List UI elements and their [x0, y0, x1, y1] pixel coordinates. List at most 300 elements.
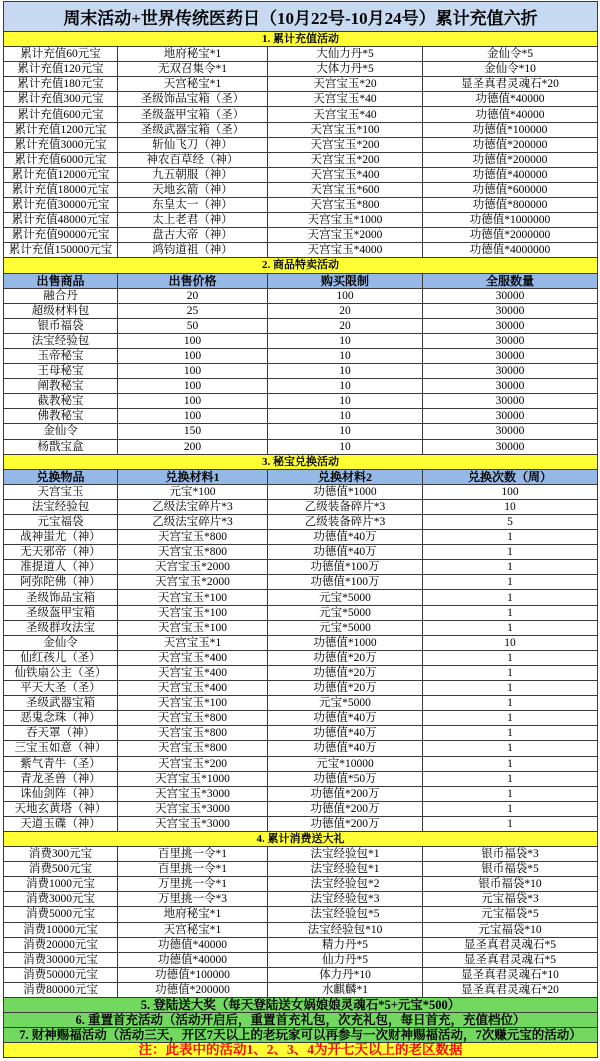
table-cell: 功德值*200000 — [423, 138, 598, 153]
table-cell: 法宝经验包*1 — [268, 862, 423, 877]
table-cell: 消费80000元宝 — [4, 983, 118, 998]
table-row — [4, 892, 598, 907]
table-cell: 30000 — [423, 349, 598, 364]
table-cell: 显圣真君灵魂石*5 — [423, 953, 598, 968]
table-cell: 1 — [423, 575, 598, 590]
table-cell: 元宝*5000 — [268, 621, 423, 636]
table-cell: 1 — [423, 545, 598, 560]
note-row — [4, 1043, 598, 1058]
table-cell: 天宫宝玉*3000 — [118, 817, 268, 832]
table-row — [4, 440, 598, 455]
table-cell: 仙力丹*5 — [268, 953, 423, 968]
table-cell: 青龙圣兽（神） — [4, 772, 118, 787]
table-row — [4, 500, 598, 515]
table-cell: 功德值*40万 — [268, 741, 423, 756]
table-cell: 地府秘宝*1 — [118, 47, 268, 62]
table-cell: 消费5000元宝 — [4, 907, 118, 922]
table-cell: 法宝经验包 — [4, 500, 118, 515]
table-cell: 斩仙飞刀（神） — [118, 138, 268, 153]
table-cell: 法宝经验包 — [4, 334, 118, 349]
table-cell: 元宝福袋 — [4, 515, 118, 530]
table-cell: 30000 — [423, 394, 598, 409]
table-cell: 万里挑一令*3 — [118, 892, 268, 907]
table-cell: 圣级盔甲宝箱 — [4, 606, 118, 621]
table-cell: 功德值*40万 — [268, 711, 423, 726]
table-cell: 天宫宝玉*400 — [118, 681, 268, 696]
table-cell: 功德值*100万 — [268, 575, 423, 590]
table-cell: 10 — [268, 364, 423, 379]
table-row — [4, 515, 598, 530]
table-cell: 天宫秘宝*1 — [118, 77, 268, 92]
table-cell: 200 — [118, 440, 268, 455]
table-row — [4, 198, 598, 213]
table-cell: 平天大圣（圣） — [4, 681, 118, 696]
table-cell: 天宫宝玉*2000 — [118, 560, 268, 575]
table-cell: 功德值*40000 — [423, 107, 598, 122]
table-cell: 圣级群攻法宝 — [4, 621, 118, 636]
table-cell: 累计充值150000元宝 — [4, 243, 118, 258]
table-cell: 天宫宝玉*200 — [268, 153, 423, 168]
note-text: 注：此表中的活动1、2、3、4为开七天以上的老区数据 — [4, 1043, 598, 1058]
table-cell: 1 — [423, 621, 598, 636]
table-cell: 东皇太一（神） — [118, 198, 268, 213]
table-cell: 天宫宝玉*40 — [268, 107, 423, 122]
table-cell: 功德值*1000 — [268, 485, 423, 500]
table-cell: 天宫宝玉 — [4, 485, 118, 500]
table-cell: 鸿钧道祖（神） — [118, 243, 268, 258]
table-row — [4, 183, 598, 198]
table-cell: 银币福袋*3 — [423, 847, 598, 862]
table-cell: 天宫宝玉*100 — [118, 696, 268, 711]
table-row — [4, 983, 598, 998]
table-cell: 乙级法宝碎片*3 — [118, 500, 268, 515]
table-cell: 诛仙剑阵（神） — [4, 787, 118, 802]
column-header-row — [4, 470, 598, 485]
table-row — [4, 153, 598, 168]
table-cell: 天宫宝玉*800 — [118, 711, 268, 726]
table-row — [4, 968, 598, 983]
table-cell: 1 — [423, 560, 598, 575]
table-row — [4, 243, 598, 258]
table-cell: 功德值*40万 — [268, 530, 423, 545]
table-cell: 王母秘宝 — [4, 364, 118, 379]
table-cell: 功德值*40000 — [118, 938, 268, 953]
table-cell: 紫气青牛（圣） — [4, 757, 118, 772]
table-cell: 融合丹 — [4, 289, 118, 304]
table-cell: 银币福袋 — [4, 319, 118, 334]
table-row — [4, 636, 598, 651]
table-row — [4, 817, 598, 832]
table-row — [4, 364, 598, 379]
table-cell: 1 — [423, 530, 598, 545]
table-cell: 截教秘宝 — [4, 394, 118, 409]
table-row — [4, 530, 598, 545]
table-row — [4, 938, 598, 953]
table-cell: 30000 — [423, 424, 598, 439]
table-cell: 天宫宝玉*200 — [118, 757, 268, 772]
table-cell: 神农百草经（神） — [118, 153, 268, 168]
column-header-cell: 兑换次数（周） — [423, 470, 598, 485]
table-cell: 仙红孩儿（圣） — [4, 651, 118, 666]
table-row — [4, 319, 598, 334]
column-header-cell: 购买限制 — [268, 274, 423, 289]
banner-row-7 — [4, 1028, 598, 1043]
section-heading: 3. 秘宝兑换活动 — [4, 455, 598, 470]
table-cell: 功德值*100万 — [268, 560, 423, 575]
table-cell: 天宫宝玉*1 — [118, 636, 268, 651]
table-cell: 100 — [118, 409, 268, 424]
event-table — [3, 1, 598, 1058]
table-cell: 三宝玉如意（神） — [4, 741, 118, 756]
table-row — [4, 304, 598, 319]
table-cell: 累计充值600元宝 — [4, 107, 118, 122]
table-cell: 100 — [118, 394, 268, 409]
table-cell: 乙级法宝碎片*3 — [118, 515, 268, 530]
table-cell: 25 — [118, 304, 268, 319]
table-row — [4, 726, 598, 741]
table-cell: 天宫宝玉*40 — [268, 92, 423, 107]
table-cell: 功德值*50万 — [268, 772, 423, 787]
table-row — [4, 741, 598, 756]
banner-text: 7. 财神赐福活动（活动三天，开区7天以上的老玩家可以再参与一次财神赐福活动，7次赚元宝的活动） — [4, 1028, 598, 1043]
table-cell: 30000 — [423, 379, 598, 394]
table-row — [4, 123, 598, 138]
table-cell: 1 — [423, 772, 598, 787]
table-cell: 20 — [268, 304, 423, 319]
table-cell: 天宫宝玉*400 — [118, 666, 268, 681]
table-cell: 功德值*200万 — [268, 787, 423, 802]
table-cell: 30000 — [423, 319, 598, 334]
table-cell: 1 — [423, 606, 598, 621]
table-cell: 功德值*20万 — [268, 651, 423, 666]
table-cell: 累计充值48000元宝 — [4, 213, 118, 228]
table-cell: 百里挑一令*1 — [118, 862, 268, 877]
table-cell: 功德值*200000 — [118, 983, 268, 998]
table-cell: 无双召集令*1 — [118, 62, 268, 77]
table-cell: 显圣真君灵魂石*10 — [423, 968, 598, 983]
table-cell: 天宫宝玉*400 — [118, 651, 268, 666]
table-row — [4, 47, 598, 62]
table-cell: 功德值*600000 — [423, 183, 598, 198]
table-cell: 功德值*4000000 — [423, 243, 598, 258]
table-cell: 10 — [268, 440, 423, 455]
table-cell: 功德值*800000 — [423, 198, 598, 213]
table-cell: 金仙令 — [4, 636, 118, 651]
table-cell: 功德值*40000 — [423, 92, 598, 107]
table-cell: 10 — [268, 424, 423, 439]
table-cell: 1 — [423, 787, 598, 802]
table-row — [4, 606, 598, 621]
table-cell: 战神蚩尤（神） — [4, 530, 118, 545]
table-cell: 1 — [423, 681, 598, 696]
table-body — [4, 32, 598, 1058]
section-heading: 4. 累计消费送大礼 — [4, 832, 598, 847]
table-cell: 消费1000元宝 — [4, 877, 118, 892]
table-cell: 天宫宝玉*3000 — [118, 787, 268, 802]
table-cell: 乙级装备碎片*3 — [268, 500, 423, 515]
table-cell: 盘古大帝（神） — [118, 228, 268, 243]
section-3-heading-row — [4, 455, 598, 470]
column-header-cell: 出售价格 — [118, 274, 268, 289]
table-cell: 功德值*200万 — [268, 802, 423, 817]
table-cell: 银币福袋*5 — [423, 862, 598, 877]
table-cell: 20 — [118, 289, 268, 304]
column-header-cell: 兑换材料1 — [118, 470, 268, 485]
table-cell: 累计充值90000元宝 — [4, 228, 118, 243]
table-cell: 10 — [268, 394, 423, 409]
table-cell: 累计充值1200元宝 — [4, 123, 118, 138]
table-cell: 天地玄箭（神） — [118, 183, 268, 198]
section-1-heading-row — [4, 32, 598, 47]
table-cell: 功德值*2000000 — [423, 228, 598, 243]
table-row — [4, 168, 598, 183]
table-cell: 30000 — [423, 440, 598, 455]
table-cell: 天宫宝玉*800 — [118, 726, 268, 741]
table-cell: 法宝经验包*2 — [268, 877, 423, 892]
table-cell: 累计充值12000元宝 — [4, 168, 118, 183]
table-cell: 天宫宝玉*800 — [268, 198, 423, 213]
table-cell: 玉帝秘宝 — [4, 349, 118, 364]
table-cell: 累计充值30000元宝 — [4, 198, 118, 213]
table-cell: 天宫宝玉*3000 — [118, 802, 268, 817]
table-cell: 恶鬼念珠（神） — [4, 711, 118, 726]
table-row — [4, 213, 598, 228]
table-row — [4, 847, 598, 862]
table-cell: 1 — [423, 802, 598, 817]
table-cell: 100 — [423, 485, 598, 500]
table-cell: 功德值*20万 — [268, 666, 423, 681]
table-cell: 显圣真君灵魂石*20 — [423, 77, 598, 92]
table-cell: 九五朝服（神） — [118, 168, 268, 183]
table-row — [4, 651, 598, 666]
table-cell: 功德值*40万 — [268, 545, 423, 560]
table-cell: 天宫宝玉*1000 — [118, 772, 268, 787]
table-cell: 5 — [423, 515, 598, 530]
table-cell: 消费500元宝 — [4, 862, 118, 877]
table-cell: 1 — [423, 757, 598, 772]
table-cell: 100 — [118, 349, 268, 364]
table-cell: 累计充值300元宝 — [4, 92, 118, 107]
table-cell: 功德值*100000 — [423, 123, 598, 138]
table-cell: 累计充值180元宝 — [4, 77, 118, 92]
table-cell: 消费300元宝 — [4, 847, 118, 862]
table-row — [4, 681, 598, 696]
table-cell: 超级材料包 — [4, 304, 118, 319]
table-cell: 10 — [268, 379, 423, 394]
column-header-cell: 兑换材料2 — [268, 470, 423, 485]
table-cell: 50 — [118, 319, 268, 334]
table-row — [4, 77, 598, 92]
table-cell: 消费50000元宝 — [4, 968, 118, 983]
table-cell: 天宫宝玉*100 — [118, 590, 268, 605]
table-cell: 天道玉碟（神） — [4, 817, 118, 832]
table-cell: 元宝*5000 — [268, 606, 423, 621]
table-cell: 圣级饰品宝箱（圣） — [118, 92, 268, 107]
table-cell: 10 — [423, 500, 598, 515]
table-cell: 累计充值120元宝 — [4, 62, 118, 77]
table-cell: 累计充值18000元宝 — [4, 183, 118, 198]
banner-row-5 — [4, 998, 598, 1013]
table-row — [4, 590, 598, 605]
table-cell: 功德值*400000 — [423, 168, 598, 183]
table-row — [4, 787, 598, 802]
table-cell: 圣级饰品宝箱 — [4, 590, 118, 605]
table-cell: 消费30000元宝 — [4, 953, 118, 968]
table-cell: 天宫宝玉*800 — [118, 741, 268, 756]
table-cell: 阿弥陀佛（神） — [4, 575, 118, 590]
table-cell: 佛教秘宝 — [4, 409, 118, 424]
table-cell: 天宫宝玉*800 — [118, 530, 268, 545]
table-cell: 天宫宝玉*100 — [118, 606, 268, 621]
table-cell: 天宫宝玉*4000 — [268, 243, 423, 258]
table-row — [4, 394, 598, 409]
table-row — [4, 772, 598, 787]
table-cell: 30000 — [423, 334, 598, 349]
table-cell: 100 — [118, 364, 268, 379]
table-cell: 无天邪帝（神） — [4, 545, 118, 560]
table-cell: 功德值*20万 — [268, 681, 423, 696]
table-cell: 30000 — [423, 409, 598, 424]
table-cell: 10 — [268, 349, 423, 364]
table-cell: 累计充值3000元宝 — [4, 138, 118, 153]
table-cell: 天宫宝玉*100 — [268, 123, 423, 138]
table-cell: 1 — [423, 817, 598, 832]
table-cell: 100 — [118, 334, 268, 349]
table-row — [4, 953, 598, 968]
table-cell: 天宫宝玉*2000 — [118, 575, 268, 590]
table-cell: 10 — [423, 636, 598, 651]
table-cell: 元宝福袋*5 — [423, 907, 598, 922]
table-cell: 1 — [423, 711, 598, 726]
table-row — [4, 424, 598, 439]
table-row — [4, 409, 598, 424]
table-row — [4, 802, 598, 817]
table-cell: 元宝福袋*3 — [423, 892, 598, 907]
table-row — [4, 349, 598, 364]
table-cell: 天宫宝玉*1000 — [268, 213, 423, 228]
table-row — [4, 907, 598, 922]
table-cell: 元宝*10000 — [268, 757, 423, 772]
table-row — [4, 138, 598, 153]
table-cell: 消费10000元宝 — [4, 923, 118, 938]
table-cell: 圣级武器宝箱（圣） — [118, 123, 268, 138]
table-row — [4, 575, 598, 590]
table-cell: 仙铁扇公主（圣） — [4, 666, 118, 681]
column-header-cell: 全服数量 — [423, 274, 598, 289]
table-row — [4, 334, 598, 349]
table-cell: 天宫宝玉*400 — [268, 168, 423, 183]
table-cell: 100 — [268, 289, 423, 304]
table-cell: 功德值*40万 — [268, 726, 423, 741]
table-row — [4, 923, 598, 938]
banner-text: 6. 重置首充活动（活动开启后，重置首充礼包，次充礼包，每日首充，充值档位） — [4, 1013, 598, 1028]
table-cell: 1 — [423, 651, 598, 666]
table-cell: 圣级武器宝箱 — [4, 696, 118, 711]
table-cell: 显圣真君灵魂石*20 — [423, 983, 598, 998]
table-row — [4, 877, 598, 892]
page-title: 周末活动+世界传统医药日（10月22号-10月24号）累计充值六折 — [4, 2, 598, 32]
table-cell: 杨戬宝盒 — [4, 440, 118, 455]
table-cell: 法宝经验包*1 — [268, 847, 423, 862]
table-cell: 功德值*1000000 — [423, 213, 598, 228]
table-cell: 大仙力丹*5 — [268, 47, 423, 62]
section-heading: 2. 商品特卖活动 — [4, 258, 598, 273]
table-cell: 天宫宝玉*100 — [118, 621, 268, 636]
table-cell: 消费3000元宝 — [4, 892, 118, 907]
section-heading: 1. 累计充值活动 — [4, 32, 598, 47]
table-cell: 万里挑一令*1 — [118, 877, 268, 892]
table-row — [4, 92, 598, 107]
table-cell: 银币福袋*10 — [423, 877, 598, 892]
table-row — [4, 621, 598, 636]
table-cell: 显圣真君灵魂石*5 — [423, 938, 598, 953]
table-cell: 精力丹*5 — [268, 938, 423, 953]
section-2-heading-row — [4, 258, 598, 273]
table-cell: 1 — [423, 726, 598, 741]
table-cell: 百里挑一令*1 — [118, 847, 268, 862]
table-cell: 法宝经验包*10 — [268, 923, 423, 938]
table-cell: 吞天罩（神） — [4, 726, 118, 741]
column-header-cell: 兑换物品 — [4, 470, 118, 485]
column-header-row — [4, 274, 598, 289]
table-cell: 功德值*40000 — [118, 953, 268, 968]
banner-text: 5. 登陆送大奖（每天登陆送女娲娘娘灵魂石*5+元宝*500） — [4, 998, 598, 1013]
table-cell: 累计充值6000元宝 — [4, 153, 118, 168]
table-cell: 功德值*200万 — [268, 817, 423, 832]
table-row — [4, 862, 598, 877]
table-cell: 10 — [268, 334, 423, 349]
table-cell: 天宫宝玉*200 — [268, 138, 423, 153]
table-cell: 圣级盔甲宝箱（圣） — [118, 107, 268, 122]
table-cell: 准提道人（神） — [4, 560, 118, 575]
table-row — [4, 545, 598, 560]
table-cell: 天宫秘宝*1 — [118, 923, 268, 938]
section-4-heading-row — [4, 832, 598, 847]
table-cell: 元宝*100 — [118, 485, 268, 500]
table-cell: 水麒麟*1 — [268, 983, 423, 998]
table-cell: 功德值*200000 — [423, 153, 598, 168]
table-cell: 150 — [118, 424, 268, 439]
table-cell: 法宝经验包*3 — [268, 892, 423, 907]
table-cell: 累计充值60元宝 — [4, 47, 118, 62]
table-row — [4, 228, 598, 243]
banner-row-6 — [4, 1013, 598, 1028]
table-cell: 太上老君（神） — [118, 213, 268, 228]
table-cell: 1 — [423, 590, 598, 605]
table-cell: 100 — [118, 379, 268, 394]
table-cell: 金仙令 — [4, 424, 118, 439]
column-header-cell: 出售商品 — [4, 274, 118, 289]
table-row — [4, 711, 598, 726]
table-row — [4, 485, 598, 500]
table-cell: 1 — [423, 696, 598, 711]
table-row — [4, 757, 598, 772]
table-cell: 30000 — [423, 364, 598, 379]
table-cell: 天宫宝玉*2000 — [268, 228, 423, 243]
table-cell: 大体力丹*5 — [268, 62, 423, 77]
table-cell: 天宫宝玉*20 — [268, 77, 423, 92]
table-cell: 天地玄黄塔（神） — [4, 802, 118, 817]
table-cell: 元宝*5000 — [268, 696, 423, 711]
table-cell: 天宫宝玉*800 — [118, 545, 268, 560]
table-cell: 天宫宝玉*600 — [268, 183, 423, 198]
table-row — [4, 379, 598, 394]
table-row — [4, 289, 598, 304]
table-row — [4, 107, 598, 122]
table-row — [4, 62, 598, 77]
table-cell: 地府秘宝*1 — [118, 907, 268, 922]
table-cell: 消费20000元宝 — [4, 938, 118, 953]
